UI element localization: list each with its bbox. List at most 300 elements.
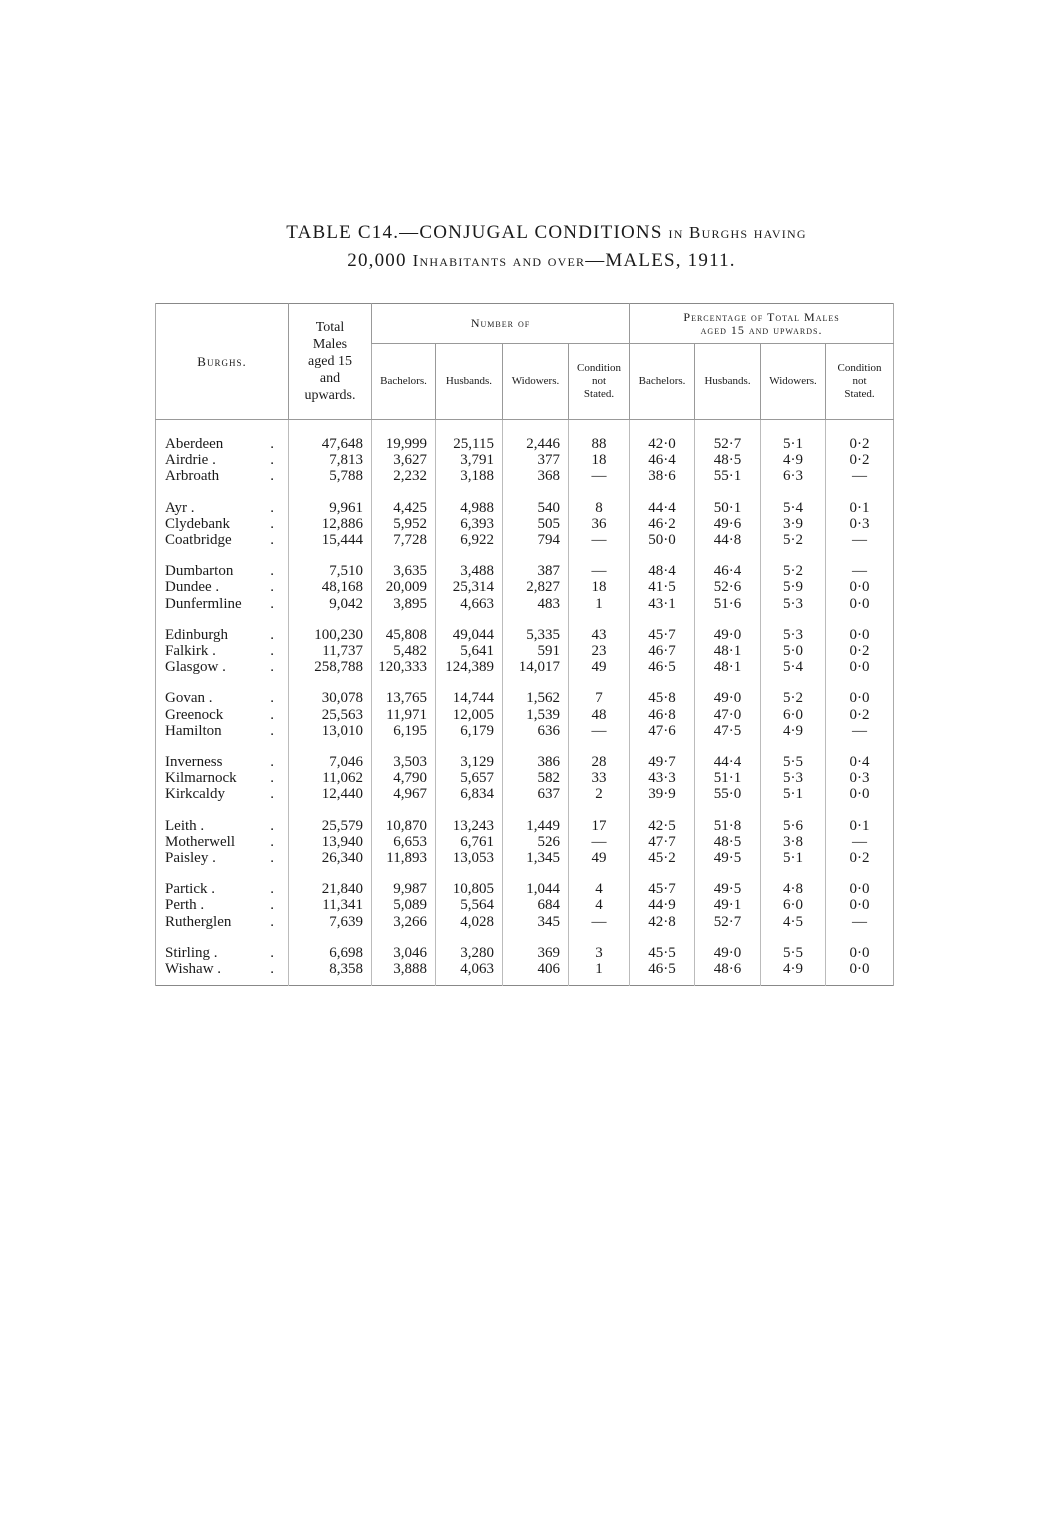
cell-pct-bachelors: 49·7 (630, 754, 695, 770)
cell-husbands: 124,389 (436, 659, 503, 675)
cell-total: 7,046 (289, 754, 372, 770)
cell-widowers: 483 (503, 596, 569, 612)
cell-husbands: 6,761 (436, 834, 503, 850)
cell-widowers: 1,044 (503, 881, 569, 897)
leader-dot: . (270, 961, 274, 978)
spacer-cell (156, 612, 289, 627)
burgh-name: Glasgow . (165, 659, 226, 676)
leader-dot: . (270, 595, 274, 612)
cell-pct-husbands: 52·7 (695, 436, 761, 452)
table-row (156, 532, 894, 548)
spacer-cell (695, 739, 761, 754)
cell-pct-widowers: 5·4 (761, 659, 826, 675)
cell-pct-husbands: 49·0 (695, 690, 761, 706)
cell-bachelors: 4,790 (372, 770, 436, 786)
cell-burgh (156, 532, 289, 548)
cell-burgh (156, 914, 289, 930)
burgh-name: Rutherglen (165, 913, 232, 930)
burgh-name: Partick . (165, 881, 215, 898)
cell-widowers: 5,335 (503, 627, 569, 643)
cell-husbands: 6,834 (436, 786, 503, 802)
cell-burgh (156, 850, 289, 866)
cell-widowers: 540 (503, 500, 569, 516)
cell-pct-not-stated: 0·4 (826, 754, 894, 770)
spacer-cell (156, 675, 289, 690)
burgh-name: Falkirk . (165, 643, 216, 660)
burgh-name: Hamilton (165, 722, 222, 739)
cell-pct-not-stated: 0·3 (826, 516, 894, 532)
spacer-cell (289, 612, 372, 627)
cell-not-stated: — (569, 468, 630, 484)
cell-total: 7,639 (289, 914, 372, 930)
spacer-cell (761, 803, 826, 818)
cell-not-stated: 1 (569, 596, 630, 612)
spacer-cell (630, 930, 695, 945)
cell-pct-widowers: 6·0 (761, 707, 826, 723)
cell-widowers: 637 (503, 786, 569, 802)
spacer-cell (436, 612, 503, 627)
cell-total: 11,737 (289, 643, 372, 659)
cell-pct-widowers: 5·5 (761, 945, 826, 961)
cell-pct-bachelors: 46·4 (630, 452, 695, 468)
spacer-cell (630, 420, 695, 437)
cell-burgh (156, 754, 289, 770)
cell-pct-not-stated: 0·2 (826, 643, 894, 659)
burgh-name: Wishaw . (165, 961, 222, 978)
spacer-cell (569, 485, 630, 500)
cell-pct-widowers: 3·8 (761, 834, 826, 850)
cell-burgh (156, 707, 289, 723)
cell-pct-bachelors: 39·9 (630, 786, 695, 802)
cell-widowers: 369 (503, 945, 569, 961)
header-total-line: upwards. (304, 388, 356, 403)
cell-pct-husbands: 52·7 (695, 914, 761, 930)
spacer-cell (156, 930, 289, 945)
cell-pct-not-stated: 0·1 (826, 818, 894, 834)
burgh-name: Inverness (165, 754, 223, 771)
cell-pct-not-stated: 0·0 (826, 786, 894, 802)
cell-pct-bachelors: 42·0 (630, 436, 695, 452)
table-row (156, 500, 894, 516)
leader-dot: . (270, 754, 274, 771)
cell-widowers: 1,345 (503, 850, 569, 866)
cell-total: 48,168 (289, 579, 372, 595)
leader-dot: . (270, 563, 274, 580)
cell-bachelors: 3,895 (372, 596, 436, 612)
table-spacer-row (156, 485, 894, 500)
spacer-cell (289, 420, 372, 437)
cell-pct-husbands: 46·4 (695, 563, 761, 579)
table-row (156, 468, 894, 484)
cell-bachelors: 6,195 (372, 723, 436, 739)
spacer-cell (436, 930, 503, 945)
cell-total: 11,341 (289, 897, 372, 913)
table-row (156, 770, 894, 786)
leader-dot: . (270, 786, 274, 803)
header-condition-line: Stated. (583, 388, 615, 400)
burgh-name: Dundee . (165, 579, 220, 596)
cell-pct-widowers: 5·1 (761, 436, 826, 452)
cell-widowers: 684 (503, 897, 569, 913)
cell-burgh (156, 834, 289, 850)
cell-pct-husbands: 55·1 (695, 468, 761, 484)
cell-husbands: 25,314 (436, 579, 503, 595)
cell-not-stated: — (569, 834, 630, 850)
burgh-name: Coatbridge (165, 532, 232, 549)
cell-burgh (156, 690, 289, 706)
cell-not-stated: — (569, 723, 630, 739)
burgh-name: Govan . (165, 690, 213, 707)
spacer-cell (630, 739, 695, 754)
spacer-cell (372, 675, 436, 690)
cell-pct-bachelors: 44·9 (630, 897, 695, 913)
cell-pct-not-stated: 0·0 (826, 945, 894, 961)
leader-dot: . (270, 499, 274, 516)
cell-widowers: 505 (503, 516, 569, 532)
cell-bachelors: 3,266 (372, 914, 436, 930)
cell-husbands: 3,280 (436, 945, 503, 961)
cell-pct-bachelors: 45·5 (630, 945, 695, 961)
title-line-2 (20, 250, 1063, 272)
cell-husbands: 6,922 (436, 532, 503, 548)
cell-pct-husbands: 47·5 (695, 723, 761, 739)
cell-bachelors: 6,653 (372, 834, 436, 850)
spacer-cell (569, 675, 630, 690)
table-row (156, 881, 894, 897)
table-row (156, 596, 894, 612)
cell-widowers: 2,446 (503, 436, 569, 452)
title-sex-year: —MALES, 1911. (585, 250, 736, 271)
burgh-name: Dunfermline (165, 595, 242, 612)
table-spacer-row (156, 420, 894, 437)
spacer-cell (372, 977, 436, 986)
cell-burgh (156, 627, 289, 643)
spacer-cell (761, 739, 826, 754)
spacer-cell (630, 866, 695, 881)
spacer-cell (289, 930, 372, 945)
spacer-cell (289, 485, 372, 500)
spacer-cell (695, 866, 761, 881)
spacer-cell (436, 803, 503, 818)
cell-bachelors: 3,627 (372, 452, 436, 468)
cell-bachelors: 19,999 (372, 436, 436, 452)
cell-total: 7,510 (289, 563, 372, 579)
cell-pct-widowers: 5·2 (761, 690, 826, 706)
cell-pct-not-stated: 0·0 (826, 579, 894, 595)
table-spacer-row (156, 675, 894, 690)
cell-widowers: 1,539 (503, 707, 569, 723)
header-pct-bachelors: Bachelors. (630, 344, 695, 420)
spacer-cell (289, 739, 372, 754)
cell-total: 12,886 (289, 516, 372, 532)
cell-burgh (156, 659, 289, 675)
header-condition-line: not (591, 375, 607, 387)
spacer-cell (156, 977, 289, 986)
spacer-cell (630, 612, 695, 627)
leader-dot: . (270, 468, 274, 485)
header-total-line: Total (315, 320, 345, 335)
header-total (289, 304, 372, 420)
cell-not-stated: 48 (569, 707, 630, 723)
header-husbands: Husbands. (436, 344, 503, 420)
spacer-cell (289, 977, 372, 986)
leader-dot: . (270, 532, 274, 549)
spacer-cell (695, 803, 761, 818)
table-row (156, 723, 894, 739)
cell-pct-widowers: 5·6 (761, 818, 826, 834)
spacer-cell (156, 803, 289, 818)
table-spacer-row (156, 977, 894, 986)
burgh-name: Clydebank (165, 515, 230, 532)
spacer-cell (630, 548, 695, 563)
cell-total: 26,340 (289, 850, 372, 866)
header-condition-line: Stated. (844, 388, 875, 400)
cell-burgh (156, 786, 289, 802)
cell-not-stated: — (569, 914, 630, 930)
cell-total: 258,788 (289, 659, 372, 675)
cell-pct-not-stated: 0·2 (826, 452, 894, 468)
cell-pct-bachelors: 41·5 (630, 579, 695, 595)
cell-bachelors: 7,728 (372, 532, 436, 548)
spacer-cell (372, 803, 436, 818)
header-total-line: aged 15 (308, 354, 352, 369)
cell-pct-bachelors: 46·2 (630, 516, 695, 532)
cell-pct-not-stated: — (826, 468, 894, 484)
conjugal-conditions-table (155, 303, 894, 986)
cell-husbands: 10,805 (436, 881, 503, 897)
spacer-cell (826, 739, 894, 754)
cell-not-stated: 49 (569, 659, 630, 675)
table-row (156, 690, 894, 706)
table-row (156, 643, 894, 659)
cell-bachelors: 13,765 (372, 690, 436, 706)
title-subtitle-a: in Burghs having (668, 223, 807, 242)
cell-pct-bachelors: 38·6 (630, 468, 695, 484)
burgh-name: Stirling . (165, 944, 218, 961)
cell-bachelors: 3,888 (372, 961, 436, 977)
spacer-cell (289, 803, 372, 818)
cell-pct-husbands: 50·1 (695, 500, 761, 516)
spacer-cell (503, 548, 569, 563)
spacer-cell (630, 675, 695, 690)
cell-not-stated: 49 (569, 850, 630, 866)
cell-husbands: 3,188 (436, 468, 503, 484)
spacer-cell (503, 977, 569, 986)
cell-pct-husbands: 48·1 (695, 659, 761, 675)
cell-pct-not-stated: 0·0 (826, 897, 894, 913)
spacer-cell (761, 485, 826, 500)
cell-husbands: 6,393 (436, 516, 503, 532)
spacer-cell (826, 548, 894, 563)
spacer-cell (695, 485, 761, 500)
cell-pct-widowers: 6·0 (761, 897, 826, 913)
cell-not-stated: 88 (569, 436, 630, 452)
cell-pct-widowers: 6·3 (761, 468, 826, 484)
cell-pct-widowers: 3·9 (761, 516, 826, 532)
cell-pct-husbands: 49·5 (695, 881, 761, 897)
cell-pct-bachelors: 50·0 (630, 532, 695, 548)
spacer-cell (826, 420, 894, 437)
cell-pct-bachelors: 46·5 (630, 961, 695, 977)
leader-dot: . (270, 944, 274, 961)
cell-pct-not-stated: — (826, 914, 894, 930)
cell-bachelors: 5,952 (372, 516, 436, 532)
spacer-cell (630, 977, 695, 986)
page-title (0, 222, 1063, 272)
table-row (156, 659, 894, 675)
cell-pct-bachelors: 46·7 (630, 643, 695, 659)
table-row (156, 452, 894, 468)
cell-bachelors: 3,635 (372, 563, 436, 579)
cell-husbands: 4,663 (436, 596, 503, 612)
cell-not-stated: 4 (569, 897, 630, 913)
spacer-cell (695, 548, 761, 563)
cell-pct-not-stated: 0·3 (826, 770, 894, 786)
spacer-cell (695, 420, 761, 437)
spacer-cell (761, 420, 826, 437)
cell-burgh (156, 563, 289, 579)
cell-not-stated: — (569, 563, 630, 579)
burgh-name: Paisley . (165, 850, 216, 867)
table-spacer-row (156, 866, 894, 881)
table-row (156, 754, 894, 770)
cell-pct-husbands: 49·5 (695, 850, 761, 866)
cell-husbands: 3,791 (436, 452, 503, 468)
cell-burgh (156, 500, 289, 516)
cell-not-stated: 33 (569, 770, 630, 786)
cell-pct-bachelors: 47·7 (630, 834, 695, 850)
burgh-name: Perth . (165, 897, 205, 914)
spacer-cell (372, 485, 436, 500)
table-spacer-row (156, 739, 894, 754)
header-burghs: Burghs. (156, 304, 289, 420)
leader-dot: . (270, 817, 274, 834)
title-line-1 (30, 222, 1063, 244)
cell-burgh (156, 770, 289, 786)
cell-not-stated: 18 (569, 452, 630, 468)
table-row (156, 436, 894, 452)
spacer-cell (826, 977, 894, 986)
spacer-cell (695, 612, 761, 627)
burgh-name: Kilmarnock (165, 770, 237, 787)
cell-pct-husbands: 49·0 (695, 627, 761, 643)
cell-total: 8,358 (289, 961, 372, 977)
header-percentage-line: Percentage of Total Males (683, 309, 840, 324)
cell-pct-husbands: 51·8 (695, 818, 761, 834)
cell-widowers: 386 (503, 754, 569, 770)
cell-pct-widowers: 4·8 (761, 881, 826, 897)
cell-widowers: 14,017 (503, 659, 569, 675)
header-pct-husbands: Husbands. (695, 344, 761, 420)
spacer-cell (695, 675, 761, 690)
cell-pct-bachelors: 42·5 (630, 818, 695, 834)
table-row (156, 945, 894, 961)
spacer-cell (761, 612, 826, 627)
spacer-cell (372, 930, 436, 945)
leader-dot: . (270, 913, 274, 930)
spacer-cell (372, 548, 436, 563)
spacer-cell (761, 866, 826, 881)
cell-pct-not-stated: 0·1 (826, 500, 894, 516)
cell-not-stated: — (569, 532, 630, 548)
header-condition-not-stated (569, 344, 630, 420)
spacer-cell (761, 548, 826, 563)
spacer-cell (569, 548, 630, 563)
spacer-cell (503, 930, 569, 945)
cell-pct-husbands: 48·5 (695, 452, 761, 468)
cell-pct-bachelors: 42·8 (630, 914, 695, 930)
cell-husbands: 13,243 (436, 818, 503, 834)
cell-widowers: 1,449 (503, 818, 569, 834)
cell-bachelors: 4,425 (372, 500, 436, 516)
spacer-cell (761, 675, 826, 690)
cell-pct-not-stated: 0·0 (826, 596, 894, 612)
title-main: TABLE C14.—CONJUGAL CONDITIONS (286, 222, 663, 243)
cell-bachelors: 20,009 (372, 579, 436, 595)
header-widowers: Widowers. (503, 344, 569, 420)
cell-pct-widowers: 5·2 (761, 532, 826, 548)
cell-pct-widowers: 5·3 (761, 596, 826, 612)
header-percentage-line: aged 15 and upwards. (700, 322, 823, 337)
spacer-cell (156, 739, 289, 754)
cell-burgh (156, 818, 289, 834)
header-condition-line: not (852, 375, 867, 387)
cell-pct-widowers: 5·1 (761, 850, 826, 866)
spacer-cell (436, 420, 503, 437)
leader-dot: . (270, 833, 274, 850)
table-row (156, 818, 894, 834)
cell-not-stated: 4 (569, 881, 630, 897)
cell-pct-not-stated: — (826, 834, 894, 850)
spacer-cell (569, 866, 630, 881)
cell-total: 5,788 (289, 468, 372, 484)
cell-pct-husbands: 55·0 (695, 786, 761, 802)
cell-burgh (156, 723, 289, 739)
cell-total: 12,440 (289, 786, 372, 802)
spacer-cell (569, 803, 630, 818)
burgh-name: Leith . (165, 817, 205, 834)
cell-husbands: 4,988 (436, 500, 503, 516)
spacer-cell (503, 803, 569, 818)
cell-pct-widowers: 4·9 (761, 961, 826, 977)
cell-husbands: 13,053 (436, 850, 503, 866)
cell-pct-husbands: 51·6 (695, 596, 761, 612)
cell-total: 30,078 (289, 690, 372, 706)
spacer-cell (372, 612, 436, 627)
cell-husbands: 4,028 (436, 914, 503, 930)
cell-pct-bachelors: 45·7 (630, 627, 695, 643)
spacer-cell (569, 930, 630, 945)
cell-pct-not-stated: — (826, 723, 894, 739)
cell-not-stated: 36 (569, 516, 630, 532)
cell-widowers: 406 (503, 961, 569, 977)
cell-pct-widowers: 4·9 (761, 723, 826, 739)
table-spacer-row (156, 548, 894, 563)
cell-widowers: 387 (503, 563, 569, 579)
cell-total: 100,230 (289, 627, 372, 643)
cell-bachelors: 2,232 (372, 468, 436, 484)
cell-widowers: 582 (503, 770, 569, 786)
spacer-cell (156, 866, 289, 881)
spacer-cell (372, 420, 436, 437)
cell-pct-not-stated: 0·0 (826, 627, 894, 643)
table-row (156, 897, 894, 913)
cell-pct-widowers: 5·1 (761, 786, 826, 802)
cell-burgh (156, 945, 289, 961)
cell-pct-not-stated: 0·0 (826, 690, 894, 706)
spacer-cell (826, 612, 894, 627)
cell-not-stated: 23 (569, 643, 630, 659)
